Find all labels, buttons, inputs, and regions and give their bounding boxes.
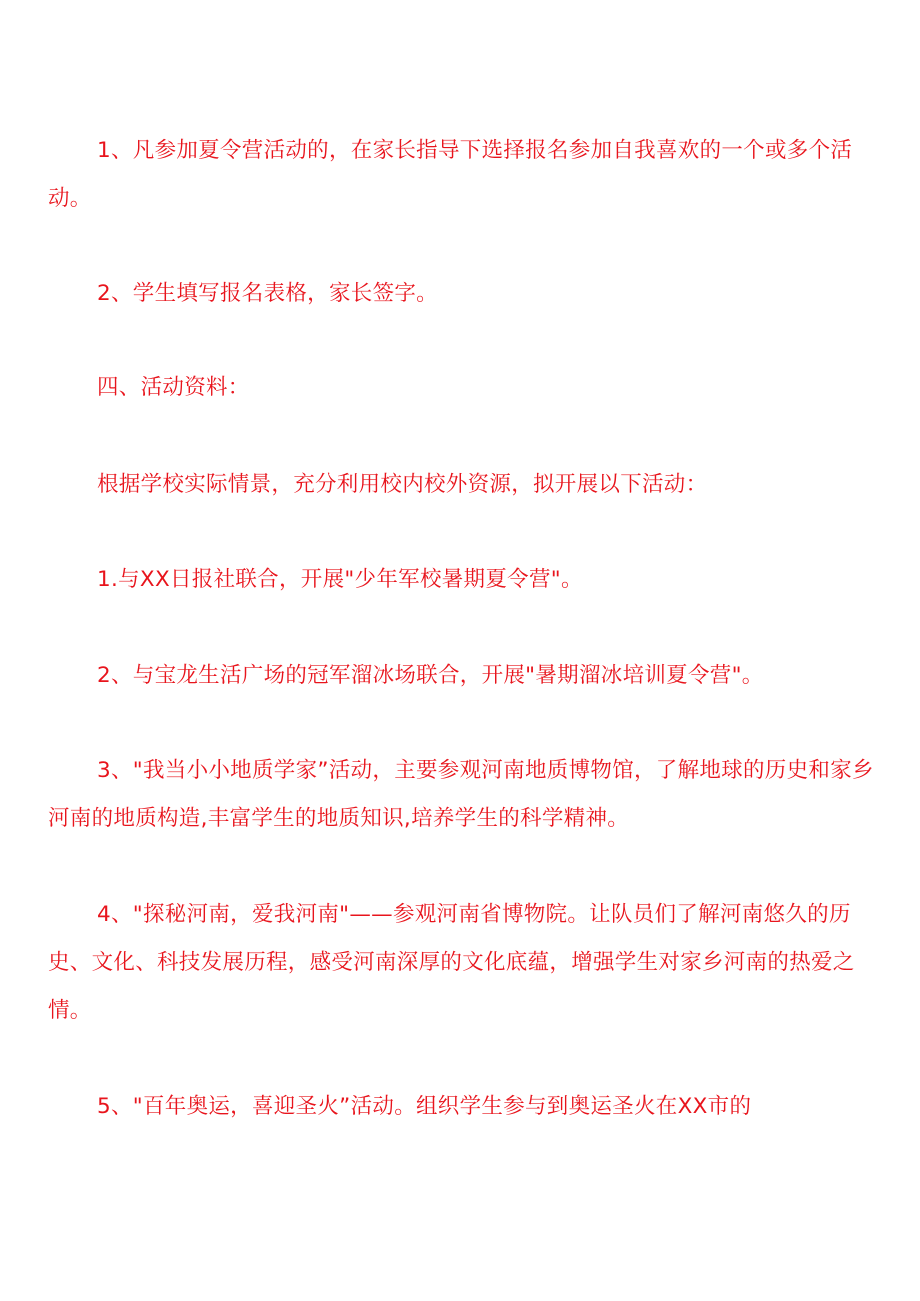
list-item-activity-3: 3、"我当小小地质学家”活动，主要参观河南地质博物馆，了解地球的历史和家乡河南的地质构造,丰富学生的地质知识,培养学生的科学精神。 bbox=[48, 758, 874, 831]
list-item-activity-2: 2、与宝龙生活广场的冠军溜冰场联合，开展"暑期溜冰培训夏令营"。 bbox=[97, 663, 764, 688]
section-heading-activities: 四、活动资料： bbox=[97, 375, 250, 400]
list-item-activity-1: 1.与XX日报社联合，开展"少年军校暑期夏令营"。 bbox=[97, 567, 583, 592]
paragraph-registration-form: 2、学生填写报名表格，家长签字。 bbox=[97, 281, 438, 306]
list-item-activity-5: 5、"百年奥运，喜迎圣火”活动。组织学生参与到奥运圣火在XX市的 bbox=[97, 1094, 752, 1119]
paragraph-activities-intro: 根据学校实际情景，充分利用校内校外资源，拟开展以下活动： bbox=[97, 472, 708, 497]
paragraph-registration-choice: 1、凡参加夏令营活动的，在家长指导下选择报名参加自我喜欢的一个或多个活动。 bbox=[48, 138, 853, 211]
list-item-activity-4: 4、"探秘河南，爱我河南"——参观河南省博物院。让队员们了解河南悠久的历史、文化、科技发展历程，感受河南深厚的文化底蕴，增强学生对家乡河南的热爱之情。 bbox=[48, 902, 855, 1023]
